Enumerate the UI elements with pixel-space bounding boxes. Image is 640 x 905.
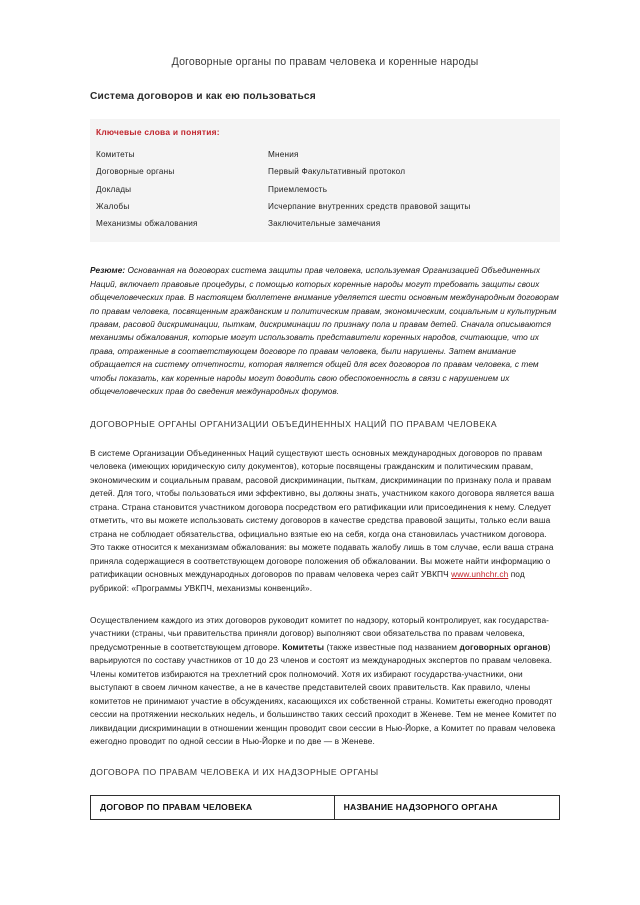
committees-bold-term-2: договорных органов (459, 641, 548, 652)
paragraph-text-part-2: под рубрикой: «Программы УВКПЧ, механизмы конвенций». (90, 569, 525, 593)
table-header-row (91, 795, 560, 819)
column-header-monitoring-body: НАЗВАНИЕ НАДЗОРНОГО ОРГАНА (334, 795, 559, 819)
key-term-right: Первый Факультативный протокол (268, 167, 406, 177)
treaty-bodies-paragraph (90, 447, 560, 596)
section-title: Система договоров и как ею пользоваться (90, 90, 316, 102)
summary-lead-label: Резюме: (90, 265, 126, 276)
table-row (96, 146, 554, 163)
paragraph-text-part-1: В системе Организации Объединенных Наций существуют шесть основных международных договоров по правам человека (имеющих юридическую силу документов), которые посвящены гражданским и политическим правам, экономическим и социальным правам, расовой дискриминации, пыткам, дискриминации по признаку пола и правам детей. Для того, чтобы пользоваться ими эффективно, вы должны знать, участником какого договора является ваша страна. Страна становится участником договора посредством его ратификации или присоединения к нему. Следует отметить, что вы можете использовать систему договоров в качестве средства правовой защиты, только если ваша страна не соблюдает обязательства, официально взятые ею на себя, когда она становилась участником договора. Это также относится к механизмам обжалования: вы можете подавать жалобу лишь в том случае, если ваша страна приняла содержащиеся в соответствующем договоре положения об обжаловании. Вы можете найти информацию о ратификации основных международных договоров по правам человека через сайт УВКПЧ (90, 447, 555, 580)
key-term-right: Исчерпание внутренних средств правовой защиты (268, 202, 471, 211)
table-row (96, 181, 554, 198)
summary-text: Основанная на договорах система защиты прав человека, используемая Организацией Объединенных Наций, включает правовые процедуры, с помощью которых коренные народы могут требовать защиты своих общечеловеческих прав. В настоящем бюллетене внимание уделяется шести основным международным договорам по правам человека, посвященным гражданским и политическим правам, экономическим, социальным и культурным правам, расовой дискриминации, пыткам, дискриминации по признаку пола и правам детей. Сначала описываются механизмы обжалования, которые могут использовать представители коренных народов, считающие, что их права, отраженные в соответствующем договоре по правам человека, были нарушены. Затем внимание обращается на систему отчетности, которая является общей для всех договоров по правам человека, с тем чтобы показать, как коренные народы могут доводить свою обеспокоенность в связи с нарушением их общечеловеческих прав до сведения международных форумов. (90, 265, 559, 397)
treaties-table (90, 795, 560, 820)
unhchr-link[interactable]: www.unhchr.ch (451, 569, 509, 580)
key-terms-box (90, 119, 560, 242)
treaty-bodies-heading: ДОГОВОРНЫЕ ОРГАНЫ ОРГАНИЗАЦИИ ОБЪЕДИНЕННЫХ НАЦИЙ ПО ПРАВАМ ЧЕЛОВЕКА (90, 418, 498, 429)
key-term-left: Жалобы (96, 202, 130, 211)
key-term-right: Приемлемость (268, 184, 328, 194)
committees-text-part-3: ) варьируются по составу участников от 10 до 23 членов и состоят из международных экспертов по правам человека. Члены комитетов избираются на трехлетний срок полномочий. Хотя их избирают государства-участники, они выступают в своем личном качестве, а не в качестве представителей своих правительств. Как правило, члены комитетов не принимают участие в обсуждениях, касающихся их собственной страны. Комитеты ежегодно проводят сессии на протяжении нескольких недель, и большинство таких сессий проходит в Женеве. Тем не менее Комитет по ликвидации дискриминации в отношении женщин проводит свои сессии в Нью-Йорке, а Комитет по правам человека ежегодно проводит по одной сессии в Нью-Йорке и по две — в Женеве. (90, 641, 557, 747)
table-row (96, 164, 554, 181)
document-title: Договорные органы по правам человека и коренные народы (171, 56, 479, 68)
key-term-left: Комитеты (96, 149, 135, 159)
committees-bold-term-1: Комитеты (282, 641, 325, 652)
key-term-left: Доклады (96, 184, 132, 194)
key-term-right: Мнения (268, 149, 299, 159)
summary-paragraph (90, 264, 560, 398)
column-header-treaty: ДОГОВОР ПО ПРАВАМ ЧЕЛОВЕКА (91, 795, 335, 819)
table-row (96, 198, 554, 215)
treaties-table-heading: ДОГОВОРА ПО ПРАВАМ ЧЕЛОВЕКА И ИХ НАДЗОРНЫЕ ОРГАНЫ (90, 766, 379, 777)
committees-paragraph (90, 614, 560, 749)
key-term-left: Механизмы обжалования (96, 219, 198, 229)
key-terms-heading: Ключевые слова и понятия: (96, 127, 220, 138)
key-term-right: Заключительные замечания (268, 219, 381, 229)
committees-text-part-1: Осуществлением каждого из этих договоров руководит комитет по надзору, который контролирует, как государства-участники (страны, чьи правительства приняли договор) выполняют свои обязательства по правам человека, предусмотренные в соответствующем дrговоре. (90, 614, 550, 652)
key-terms-table (96, 146, 554, 233)
key-term-left: Договорные органы (96, 167, 175, 177)
committees-text-part-2: (также известные под названием (324, 641, 460, 652)
table-row (96, 216, 554, 233)
